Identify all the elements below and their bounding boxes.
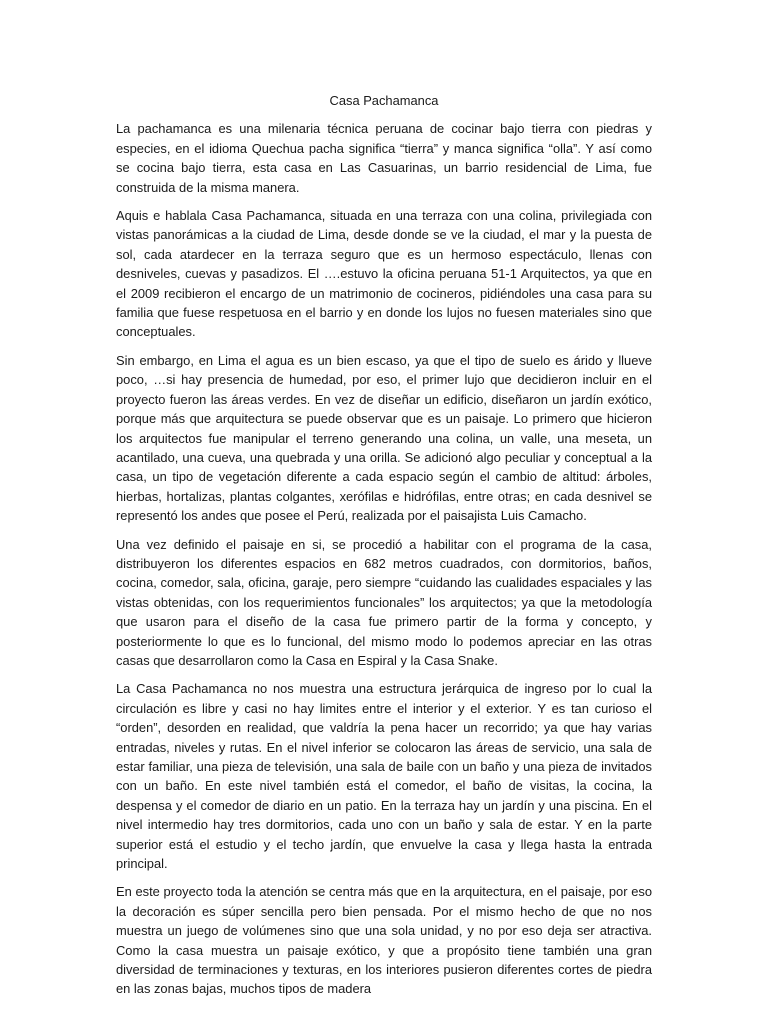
paragraph-decoration: En este proyecto toda la atención se centra más que en la arquitectura, en el paisaje, por eso la decoración es súper sencilla pero bien pensada. Por el mismo hecho de que no nos muestra un juego de volúmenes sino que una sola unidad, y no por eso deja ser atractiva. Como la casa muestra un paisaje exótico, y que a propósito tiene también una gran diversidad de terminaciones y texturas, en los interiores pusieron diferentes cortes de piedra en las zonas bajas, muchos tipos de madera bbox=[116, 884, 652, 997]
paragraph-landscape: Sin embargo, en Lima el agua es un bien escaso, ya que el tipo de suelo es árido y llueve poco, …si hay presencia de humedad, por eso, el primer lujo que decidieron incluir en el proyecto fueron las áreas verdes. En vez de diseñar un edificio, diseñaron un jardín exótico, porque más que arquitectura se puede observar que es un paisaje. Lo primero que hicieron los arquitectos fue manipular el terreno generando una colina, un valle, una meseta, un acantilado, una cueva, una quebrada y una orilla. Se adicionó algo peculiar y conceptual a la casa, un tipo de vegetación diferente a cada espacio según el cambio de altitud: árboles, hierbas, hortalizas, plantas colgantes, xerófilas e hidrófilas, entre otras; en cada desnivel se representó los andes que posee el Perú, realizada por el paisajista Luis Camacho. bbox=[116, 352, 652, 524]
document-title: Casa Pachamanca bbox=[329, 93, 439, 108]
paragraph-program: Una vez definido el paisaje en si, se procedió a habilitar con el programa de la casa, distribuyeron los diferentes espacios en 682 metros cuadrados, con dormitorios, baños, cocina, comedor, sala, oficina, garaje, pero siempre “cuidando las cualidades espaciales y las vistas obtenidas, con los requerimientos funcionales” los arquitectos; ya que la metodología que usaron para el diseño de la casa fue primero partir de la forma y concepto, y posteriormente lo que es lo funcional, del mismo modo lo podemos apreciar en las otras casas que desarrollaron como la Casa en Espiral y la Casa Snake. bbox=[116, 536, 652, 668]
document-body bbox=[116, 91, 652, 1008]
paragraph-circulation: La Casa Pachamanca no nos muestra una estructura jerárquica de ingreso por lo cual la circulación es libre y casi no hay limites entre el interior y el exterior. Y es tan curioso el “orden”, desorden en realidad, que valdría la pena hacer un recorrido; ya que hay varias entradas, niveles y rutas. En el nivel inferior se colocaron las áreas de servicio, una sala de estar familiar, una pieza de televisión, una sala de baile con un baño y una pieza de invitados con un baño. En este nivel también está el comedor, el baño de visitas, la cocina, la despensa y el comedor de diario en un patio. En la terraza hay un jardín y una piscina. En el nivel intermedio hay tres dormitorios, cada uno con un baño y sala de estar. Y en la parte superior está el estudio y el techo jardín, que envuelve la casa y llega hasta la entrada principal. bbox=[116, 681, 652, 872]
paragraph-intro: La pachamanca es una milenaria técnica peruana de cocinar bajo tierra con piedras y especies, en el idioma Quechua pacha significa “tierra” y manca significa “olla”. Y así como se cocina bajo tierra, esta casa en Las Casuarinas, un barrio residencial de Lima, fue construida de la misma manera. bbox=[116, 121, 652, 195]
paragraph-location: Aquis e hablala Casa Pachamanca, situada en una terraza con una colina, privilegiada con vistas panorámicas a la ciudad de Lima, desde donde se ve la ciudad, el mar y la puesta de sol, cada atardecer en la terraza seguro que es un hermoso espectáculo, llenas con desniveles, cuevas y pasadizos. El ….estuvo la oficina peruana 51-1 Arquitectos, ya que en el 2009 recibieron el encargo de un matrimonio de cocineros, pidiéndoles una casa para su familia que fuese respetuosa en el barrio y en donde los lujos no fuesen materiales sino que conceptuales. bbox=[116, 208, 652, 340]
